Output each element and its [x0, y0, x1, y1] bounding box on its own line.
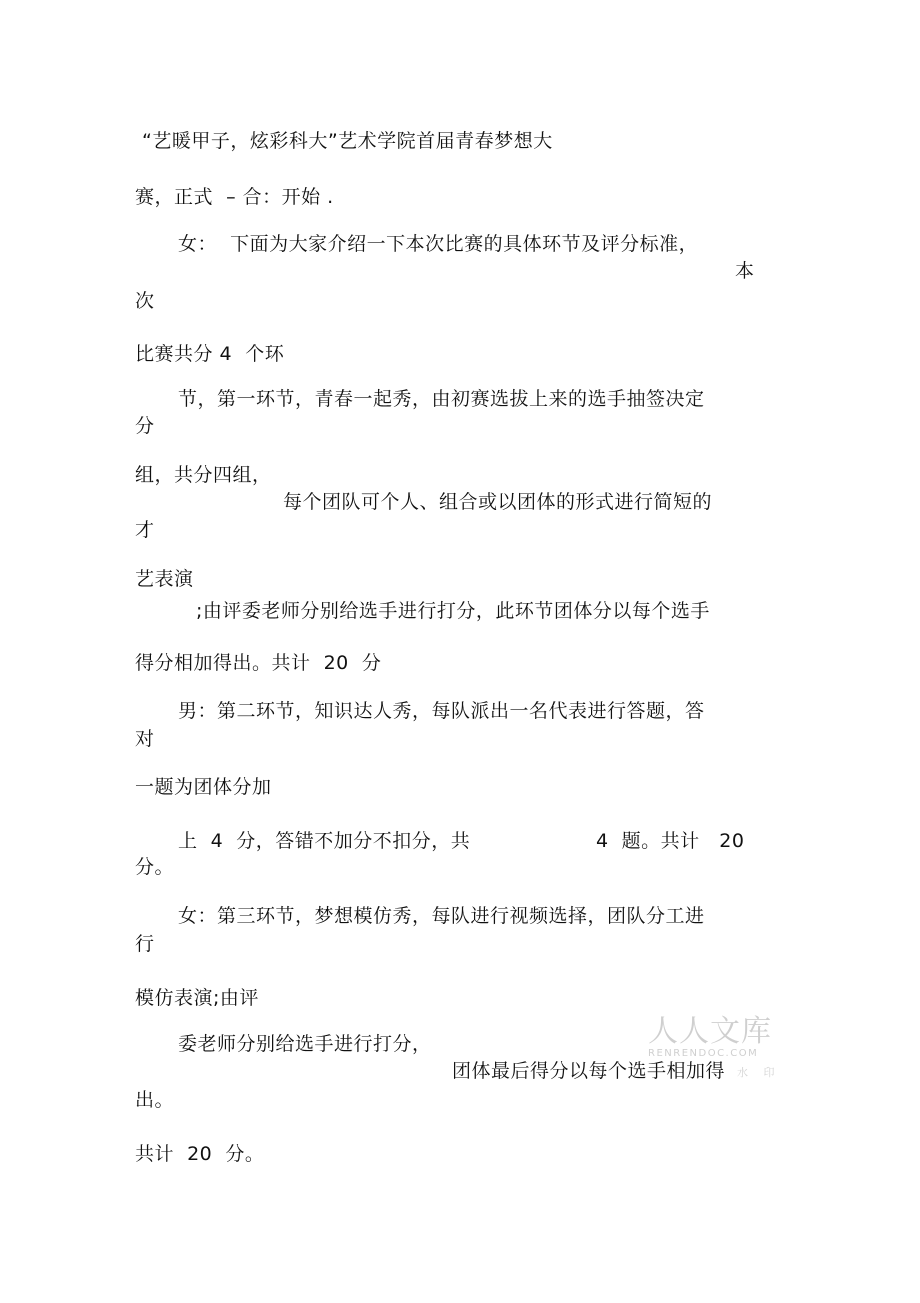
text-line: 4 题。共计 20: [596, 830, 745, 852]
watermark-logo: [648, 1016, 778, 1060]
text-line: 上 4 分，答错不加分不扣分，共: [178, 830, 471, 852]
text-line: 女： 下面为大家介绍一下本次比赛的具体环节及评分标准，: [178, 233, 699, 255]
text-line: 委老师分别给选手进行打分，: [178, 1033, 432, 1055]
text-line: 艺表演: [135, 568, 194, 590]
text-line: 团体最后得分以每个选手相加得: [452, 1060, 726, 1082]
text-line: ;由评委老师分别给选手进行打分，此环节团体分以每个选手: [196, 600, 710, 622]
text-line: 才: [135, 519, 155, 541]
text-line: 模仿表演;由评: [135, 987, 259, 1009]
text-line: 每个团队可个人、组合或以团体的形式进行简短的: [283, 491, 713, 513]
text-line: 共计 20 分。: [135, 1143, 265, 1165]
text-line: 次: [135, 290, 155, 312]
text-line: 女：第三环节，梦想模仿秀，每队进行视频选择，团队分工进: [178, 905, 705, 927]
text-line: 分。: [135, 856, 175, 878]
text-line: 本: [735, 260, 755, 282]
text-line: 组，共分四组，: [135, 464, 272, 486]
text-line: 男：第二环节，知识达人秀，每队派出一名代表进行答题，答: [178, 700, 705, 722]
text-line: 出。: [135, 1089, 175, 1111]
text-line: 分: [135, 415, 155, 437]
title-line-2: 赛，正式 – 合：开始 .: [135, 186, 334, 208]
watermark-sub-text: RENRENDOC.COM: [648, 1048, 759, 1059]
title-line-1: “艺暖甲子，炫彩科大”艺术学院首届青春梦想大: [142, 130, 553, 152]
watermark-main-text: 人人文库: [648, 1014, 772, 1049]
text-line: 节，第一环节，青春一起秀，由初赛选拔上来的选手抽签决定: [178, 388, 705, 410]
text-line: 得分相加得出。共计 20 分: [135, 652, 382, 674]
text-line: 行: [135, 933, 155, 955]
text-line: 一题为团体分加: [135, 776, 272, 798]
watermark-stamp: 水 印: [737, 1066, 781, 1079]
text-line: 对: [135, 728, 155, 750]
text-line: 比赛共分 4 个环: [135, 343, 285, 365]
